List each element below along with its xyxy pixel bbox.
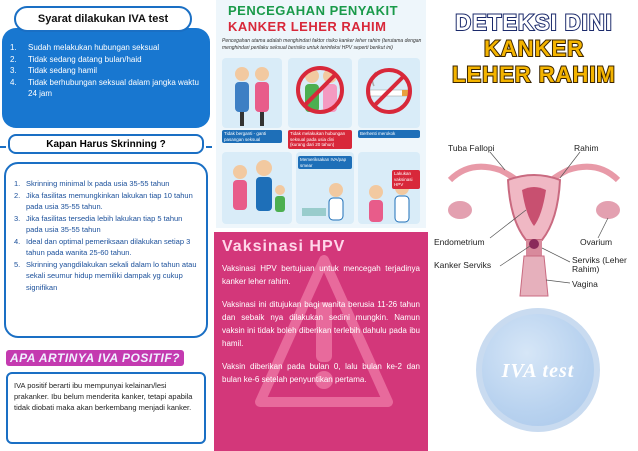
vaksinasi-paragraph: Vaksinasi HPV bertujuan untuk mencegah terjadinya kanker leher rahim.	[222, 264, 420, 286]
left-column	[0, 0, 212, 451]
poster-caption: Tidak melakukan hubungan seksual pada usia dini (kurang dari 20 tahun)	[288, 130, 352, 149]
iva-test-text: IVA test	[501, 360, 575, 382]
illustration-family	[222, 152, 292, 224]
poster-subtitle: Pencegahan utama adalah menghindari faktor risiko kanker leher rahim (terutama dengan menghindari perilaku seksual berisiko untuk terinfeksi HPV seperti berikut ini)	[222, 38, 422, 51]
syarat-title: Syarat dilakukan IVA test	[14, 6, 192, 32]
syarat-list	[10, 42, 202, 100]
illustration-youth	[288, 58, 352, 128]
iva-test-logo	[476, 308, 600, 432]
deteksi-line-1: DETEKSI DINI	[455, 10, 613, 35]
vaksinasi-panel	[214, 232, 428, 451]
list-item: 1. Sudah melakukan hubungan seksual	[10, 43, 160, 52]
uterus-icon	[430, 140, 638, 300]
list-item: 5. Skrinning yangdilakukan sekali dalam lo tahun atau sekali seumur hidup memiliki dampak yg cukup signifikan	[14, 259, 197, 292]
poster-caption: Berhenti merokok	[358, 130, 420, 138]
list-item: 4. Tidak berhubungan seksual dalam jangka waktu 24 jam	[10, 77, 199, 98]
kapan-box	[4, 162, 208, 338]
illustration-couple	[222, 58, 282, 128]
list-item: 3. Jika fasilitas tersedia lebih lakukan tiap 5 tahun pada usia 35-55 tahun	[14, 213, 183, 234]
prohibited-icon	[366, 68, 412, 114]
kapan-title: Kapan Harus Skrinning ?	[8, 134, 204, 154]
middle-column	[214, 0, 428, 451]
deteksi-title	[434, 10, 634, 88]
vaksinasi-paragraph: Vaksin diberikan pada bulan 0, lalu bulan ke-2 dan bulan ke-6 setelah penyuntikan pertama.	[222, 362, 420, 384]
list-item: 2. Tidak sedang datang bulan/haid	[10, 54, 142, 64]
list-item: 1. Skrinning minimal lx pada usia 35-55 tahun	[14, 179, 170, 188]
list-item: 2. Jika fasilitas memungkinkan lakukan tiap 10 tahun pada usia 35-55 tahun.	[14, 190, 193, 211]
label-ovarium: Ovarium	[580, 237, 613, 247]
syarat-box	[2, 28, 210, 128]
list-item: 4. Ideal dan optimal pemeriksaan dilakukan setiap 3 tahun pada wanita 25-60 tahun.	[14, 236, 191, 257]
poster-title-2: KANKER LEHER RAHIM	[228, 19, 387, 34]
prohibited-icon	[296, 66, 344, 114]
poster-caption: Memeriksakan IVA/pap smear	[298, 156, 352, 169]
kapan-list	[14, 178, 198, 293]
label-tuba: Tuba Fallopi	[448, 143, 495, 153]
deteksi-line-3: LEHER RAHIM	[452, 62, 616, 87]
couple-illustration-icon	[222, 58, 282, 128]
positif-box: IVA positif berarti ibu mempunyai kelainan/lesi prakanker. Ibu belum menderita kanker, tetapi apabila tidak diobati maka akan berkembang menjadi kanker.	[6, 372, 206, 444]
label-vagina: Vagina	[572, 279, 598, 289]
positif-title: APA ARTINYA IVA POSITIF?	[6, 350, 184, 366]
poster-caption: Lakukan vaksinasi HPV	[392, 170, 420, 189]
right-column	[430, 0, 638, 451]
vaksinasi-title: Vaksinasi HPV	[222, 238, 346, 255]
poster-caption: Tidak berganti - ganti pasangan seksual	[222, 130, 282, 143]
deteksi-line-2: KANKER	[483, 36, 585, 61]
prevention-poster	[216, 0, 426, 228]
label-rahim: Rahim	[574, 143, 599, 153]
vaksinasi-paragraph: Vaksinasi ini ditujukan bagi wanita berusia 11-26 tahun dan sebaik nya dilakukan sedini mungkin. Namun vaksin ini tidak boleh diberikan terlebih dahulu pada ibu hamil.	[222, 300, 420, 348]
label-serviks: Serviks (Leher Rahim)	[572, 255, 627, 274]
uterus-diagram	[430, 140, 638, 300]
list-item: 3. Tidak sedang hamil	[10, 66, 98, 75]
family-illustration-icon	[222, 152, 292, 224]
label-endometrium: Endometrium	[434, 237, 485, 247]
poster-title-1: PENCEGAHAN PENYAKIT	[228, 3, 399, 18]
illustration-smoking	[358, 58, 420, 128]
label-kanker-serviks: Kanker Serviks	[434, 260, 492, 270]
